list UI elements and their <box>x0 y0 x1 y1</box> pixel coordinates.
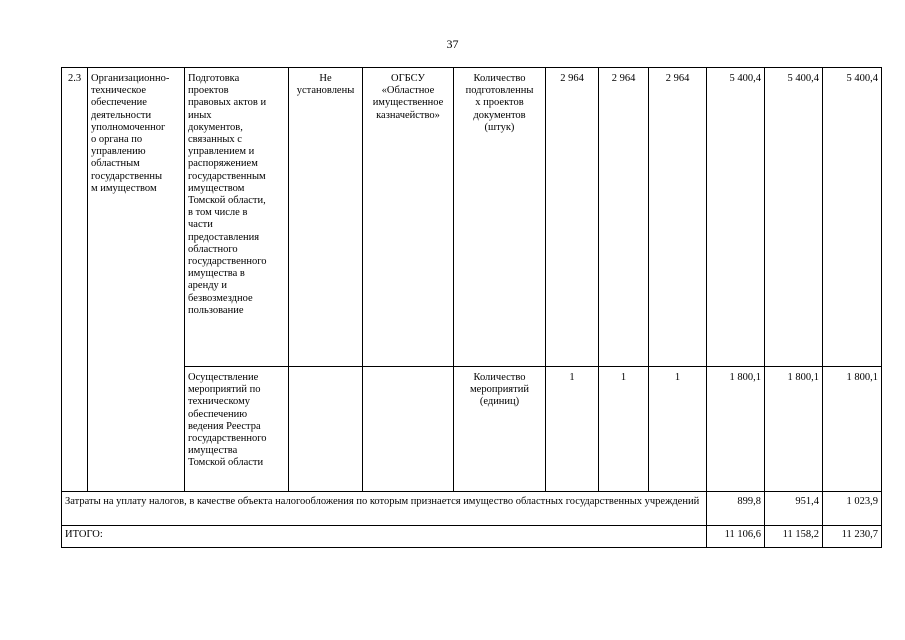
cost-cell: 1 800,1 <box>823 367 882 492</box>
taxes-label-cell: Затраты на уплату налогов, в качестве объекта налогообложения по которым признается имущество областных государственных учреждений <box>62 492 707 526</box>
table-row <box>62 526 882 548</box>
section-number-cell: 2.3 <box>62 68 88 492</box>
deadline-cell-empty <box>289 367 363 492</box>
indicator-value-cell: 2 964 <box>599 68 649 367</box>
cost-cell: 5 400,4 <box>707 68 765 367</box>
program-activities-table <box>61 67 882 548</box>
cost-cell: 951,4 <box>765 492 823 526</box>
indicator-value-cell: 1 <box>649 367 707 492</box>
deadline-cell: Не установлены <box>289 68 363 367</box>
executor-cell: ОГБСУ «Областное имущественное казначейство» <box>363 68 454 367</box>
indicator-value-cell: 2 964 <box>649 68 707 367</box>
indicator-value-cell: 2 964 <box>546 68 599 367</box>
table-row <box>62 68 882 367</box>
cost-cell: 1 800,1 <box>765 367 823 492</box>
total-cost-cell: 11 158,2 <box>765 526 823 548</box>
table-row <box>62 367 882 492</box>
table-row <box>62 492 882 526</box>
cost-cell: 5 400,4 <box>765 68 823 367</box>
indicator-value-cell: 1 <box>599 367 649 492</box>
cost-cell: 899,8 <box>707 492 765 526</box>
total-cost-cell: 11 230,7 <box>823 526 882 548</box>
cost-cell: 5 400,4 <box>823 68 882 367</box>
total-label-cell: ИТОГО: <box>62 526 707 548</box>
cost-cell: 1 023,9 <box>823 492 882 526</box>
indicator-value-cell: 1 <box>546 367 599 492</box>
indicator-cell: Количество мероприятий (единиц) <box>454 367 546 492</box>
executor-cell-empty <box>363 367 454 492</box>
cost-cell: 1 800,1 <box>707 367 765 492</box>
task-cell: Организационно- техническое обеспечение деятельности уполномоченног о органа по управлению областным государственны м имуществом <box>88 68 185 492</box>
page-number: 37 <box>446 37 459 51</box>
total-cost-cell: 11 106,6 <box>707 526 765 548</box>
activity-name-cell: Подготовка проектов правовых актов и иных документов, связанных с управлением и распоряжением государственным имуществом Томской области, в том числе в части предоставления областного государственного имущества в аренду и безвозмездное пользование <box>185 68 289 367</box>
indicator-cell: Количество подготовленны х проектов документов (штук) <box>454 68 546 367</box>
activity-name-cell: Осуществление мероприятий по техническому обеспечению ведения Реестра государственного имущества Томской области <box>185 367 289 492</box>
